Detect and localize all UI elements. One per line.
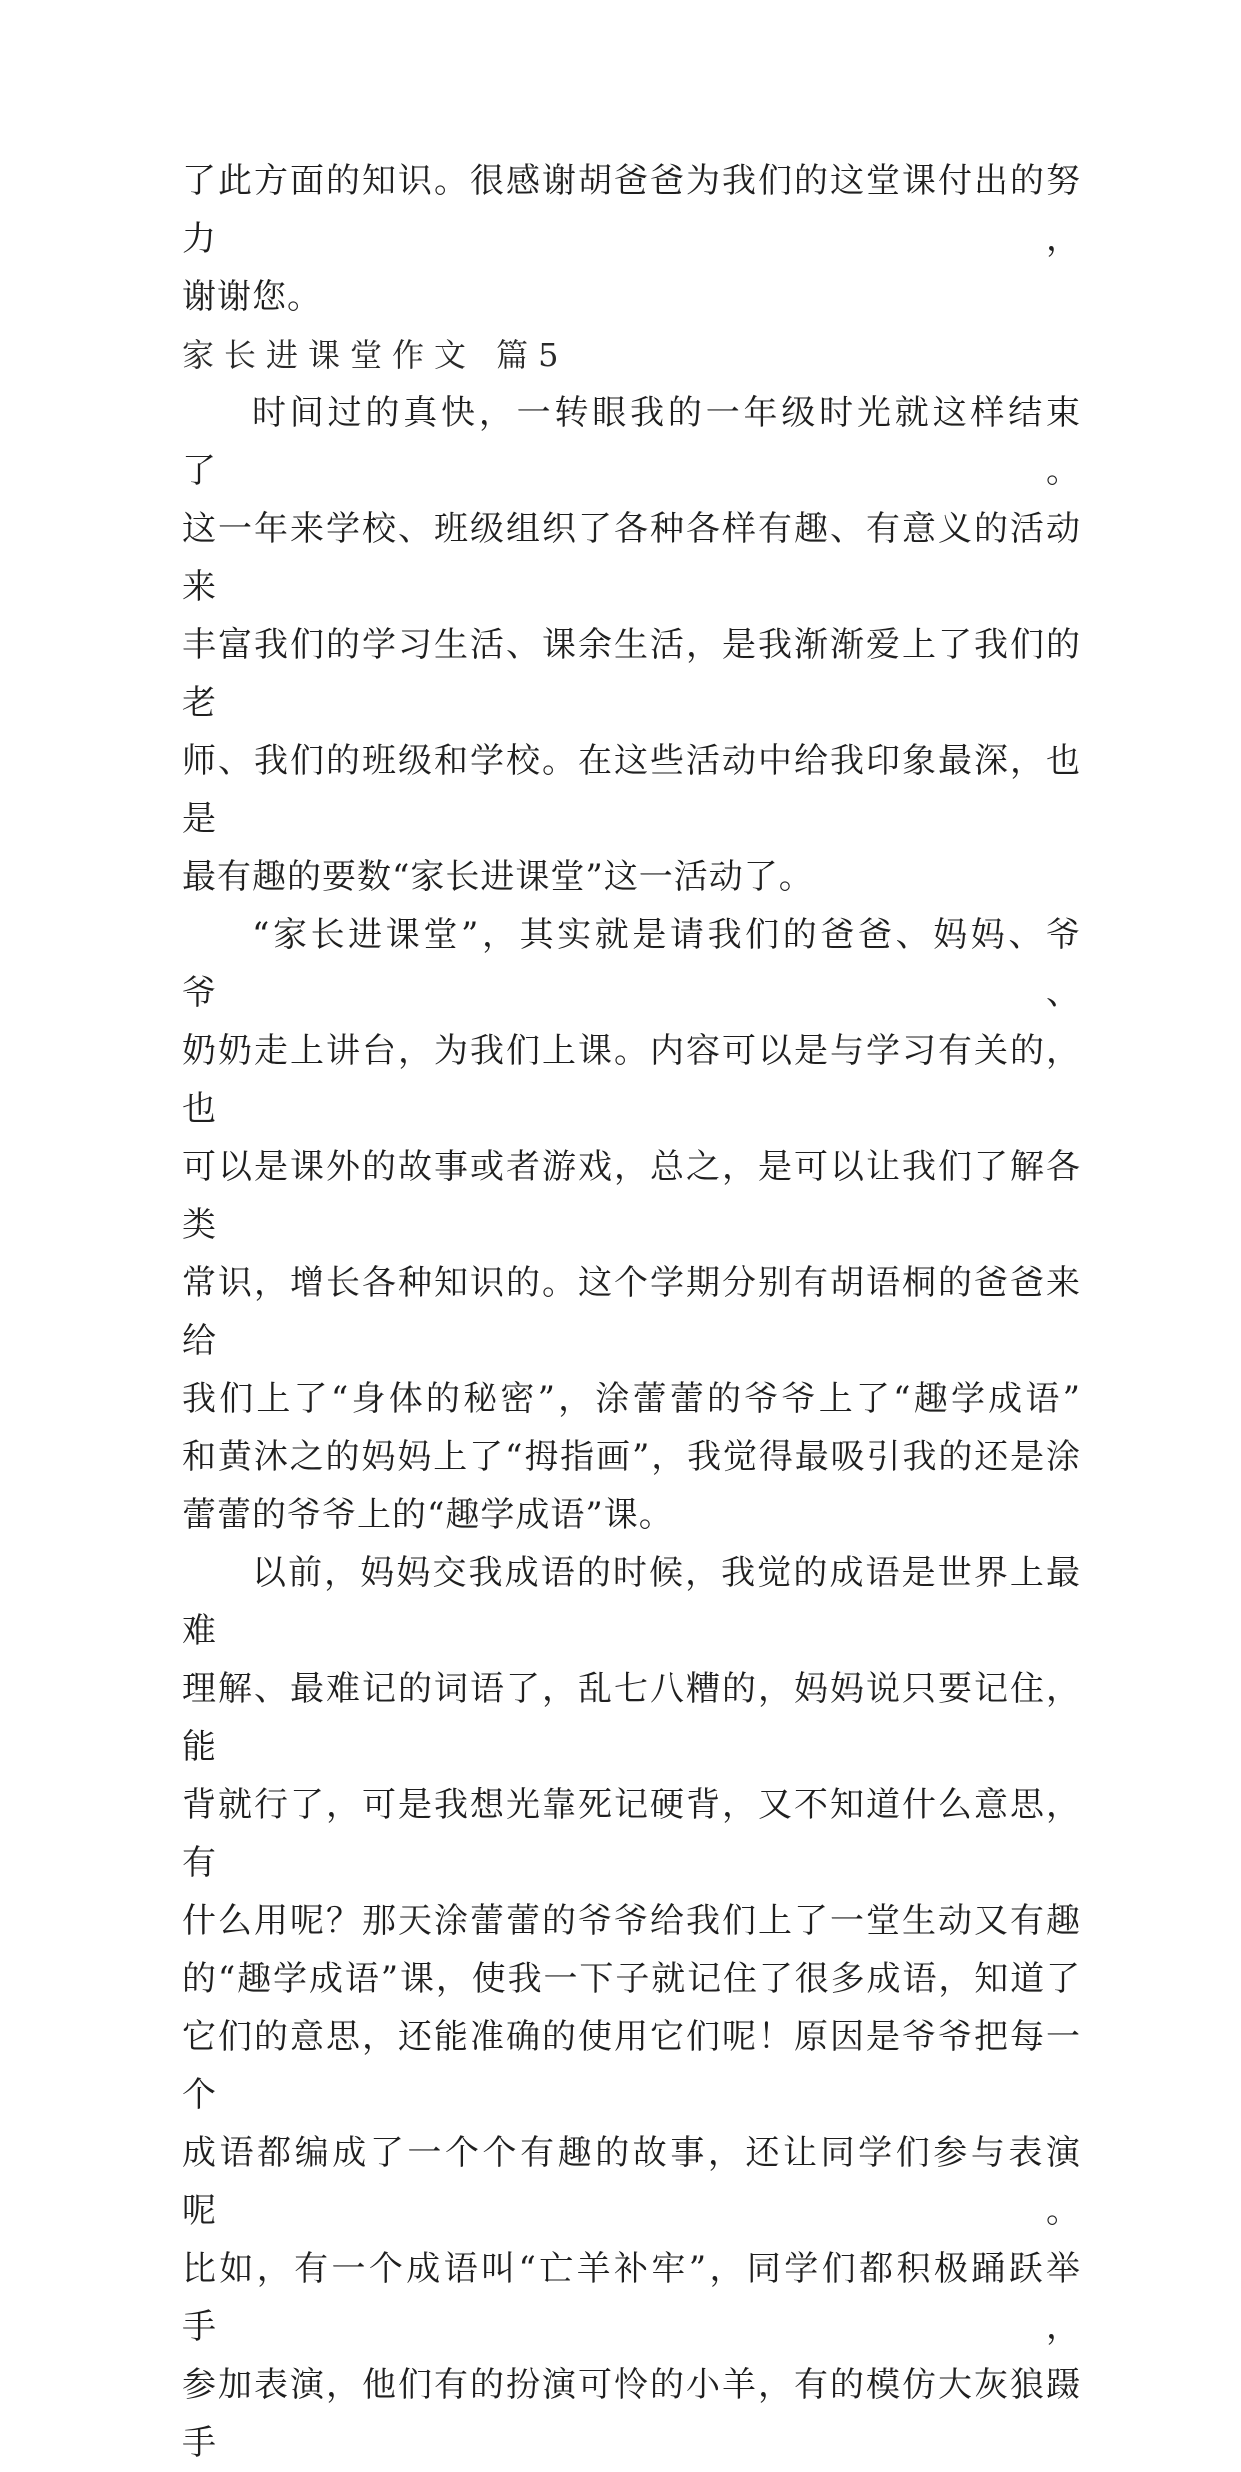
text-line: 什么用呢？那天涂蕾蕾的爷爷给我们上了一堂生动又有趣 (182, 1901, 1081, 1941)
text-line: 它们的意思，还能准确的使用它们呢！原因是爷爷把每一个 (182, 2017, 1081, 2115)
text-line: 谢谢您。 (182, 277, 322, 317)
text-line: 了此方面的知识。很感谢胡爸爸为我们的这堂课付出的努力， (182, 161, 1081, 259)
text-line: 时间过的真快，一转眼我的一年级时光就这样结束了。 (182, 393, 1081, 491)
text-line: 参加表演，他们有的扮演可怜的小羊，有的模仿大灰狼蹑手 (182, 2365, 1081, 2463)
document-body (182, 152, 1081, 2472)
text-line: 以前，妈妈交我成语的时候，我觉的成语是世界上最难 (182, 1553, 1081, 1651)
text-line: 常识，增长各种知识的。这个学期分别有胡语桐的爸爸来给 (182, 1263, 1081, 1361)
text-line: “家长进课堂”，其实就是请我们的爸爸、妈妈、爷爷、 (182, 915, 1081, 1013)
text-line: 理解、最难记的词语了，乱七八糟的，妈妈说只要记住，能 (182, 1669, 1081, 1767)
text-line: 可以是课外的故事或者游戏，总之，是可以让我们了解各类 (182, 1147, 1081, 1245)
text-line: 和黄沐之的妈妈上了“拇指画”，我觉得最吸引我的还是涂 (182, 1437, 1081, 1477)
text-line: 背就行了，可是我想光靠死记硬背，又不知道什么意思，有 (182, 1785, 1081, 1883)
section-heading: 家长进课堂作文 篇5 (182, 336, 569, 374)
text-line: 的“趣学成语”课，使我一下子就记住了很多成语，知道了 (182, 1959, 1081, 1999)
text-line: 最有趣的要数“家长进课堂”这一活动了。 (182, 857, 814, 897)
text-line: 成语都编成了一个个有趣的故事，还让同学们参与表演呢。 (182, 2133, 1081, 2231)
text-line: 比如，有一个成语叫“亡羊补牢”，同学们都积极踊跃举手， (182, 2249, 1081, 2347)
text-line: 奶奶走上讲台，为我们上课。内容可以是与学习有关的，也 (182, 1031, 1081, 1129)
text-line: 蕾蕾的爷爷上的“趣学成语”课。 (182, 1495, 674, 1535)
text-line: 丰富我们的学习生活、课余生活，是我渐渐爱上了我们的老 (182, 625, 1081, 723)
text-line: 师、我们的班级和学校。在这些活动中给我印象最深，也是 (182, 741, 1081, 839)
text-line: 这一年来学校、班级组织了各种各样有趣、有意义的活动来 (182, 509, 1081, 607)
text-line: 我们上了“身体的秘密”，涂蕾蕾的爷爷上了“趣学成语” (182, 1379, 1081, 1419)
